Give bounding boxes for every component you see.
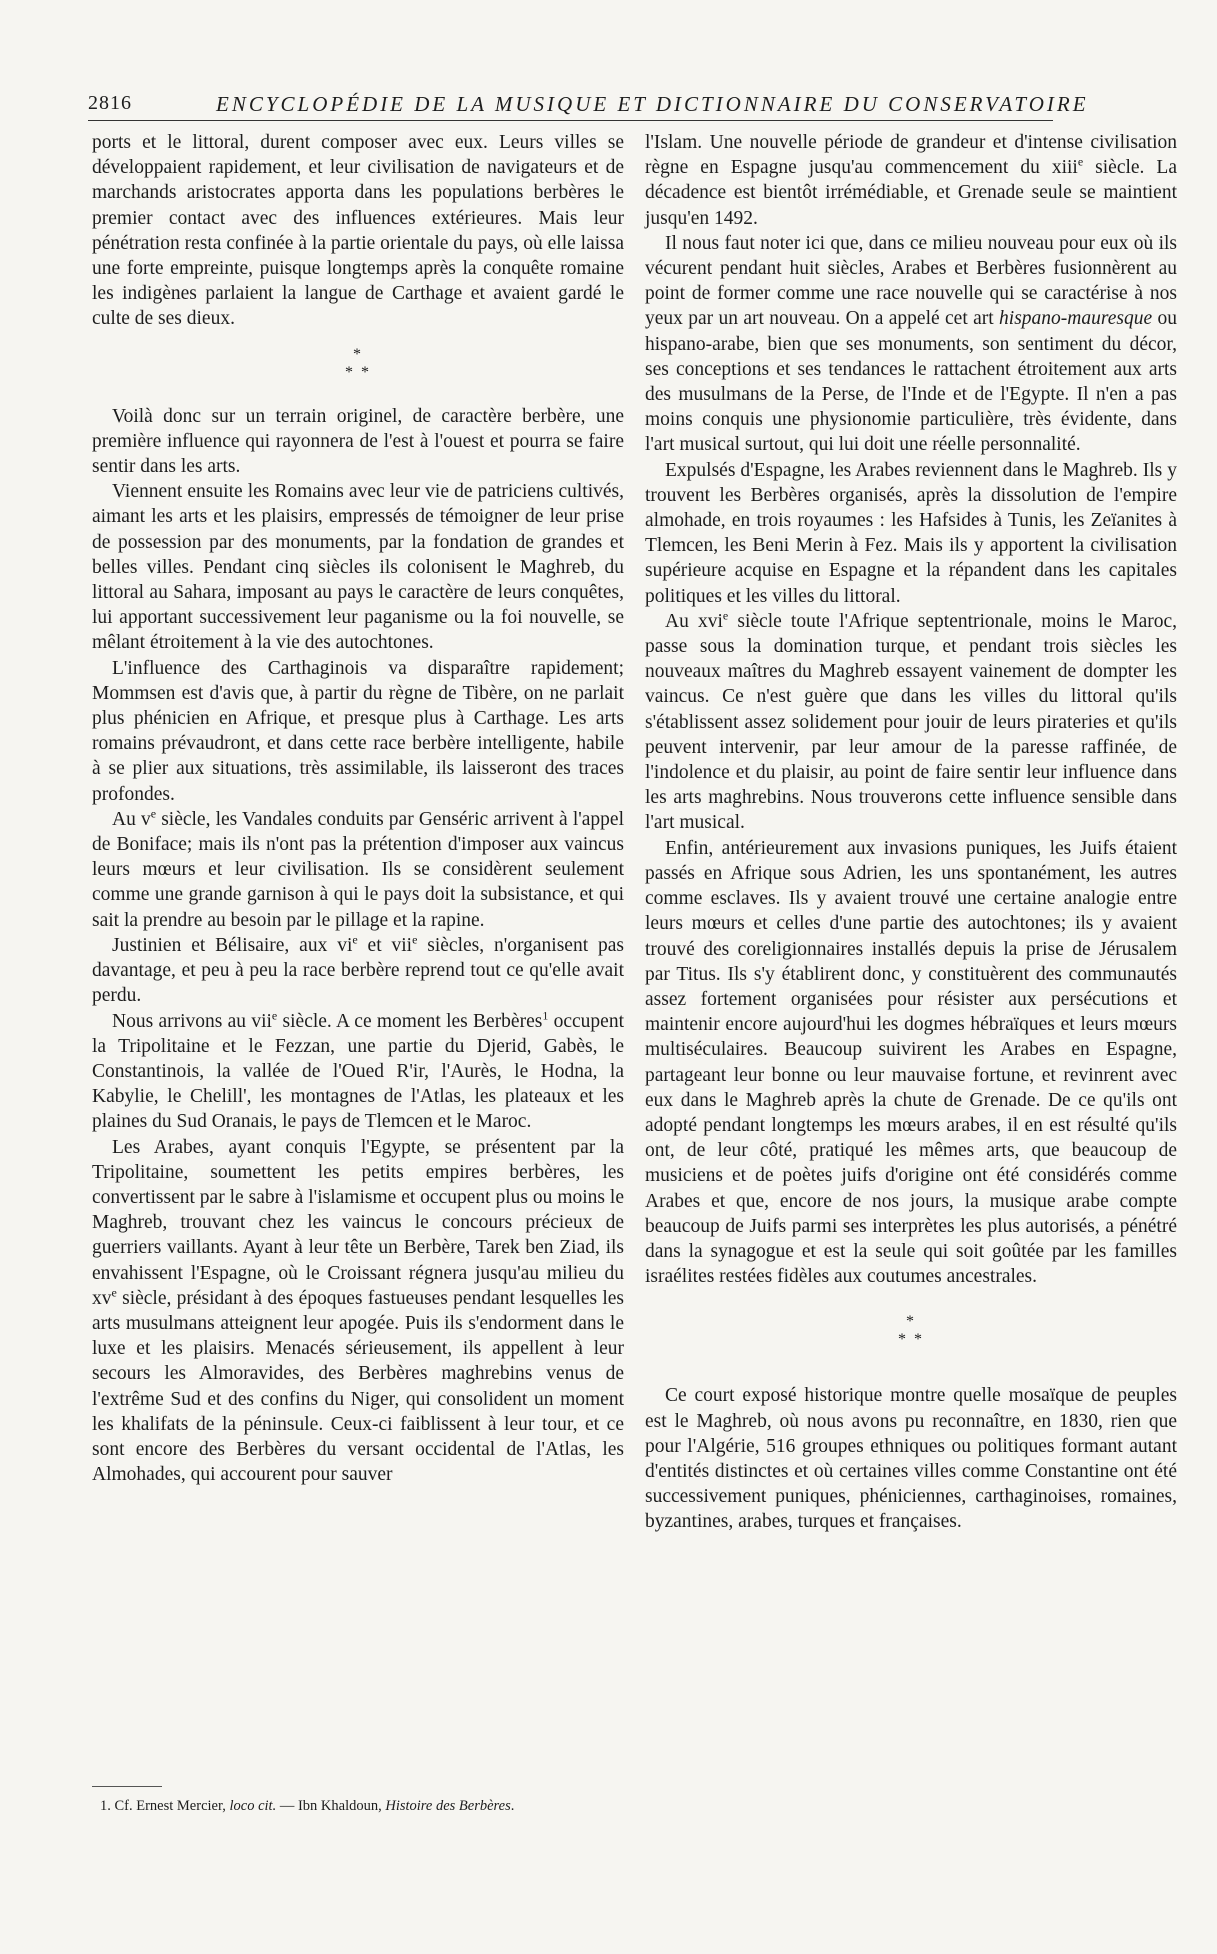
superscript: e bbox=[352, 932, 358, 947]
text-run: Les Arabes, ayant conquis l'Egypte, se présentent par la Tripolitaine, soumettent les petits empires berbères, les convertissent par le sabre à l'islamisme et occupent plus ou moins le Maghreb, trouvant chez les vaincus le concours précieux de guerriers vaillants. Ayant à leur tête un Berbère, Tarek ben Ziad, ils envahissent l'Espagne, où le Croissant régnera jusqu'au milieu du xv bbox=[92, 1136, 624, 1309]
divider-star-bottom: * * bbox=[345, 363, 371, 381]
text-run: et vii bbox=[357, 934, 413, 956]
text-run: Il nous faut noter ici que, dans ce milieu nouveau pour eux où ils vécurent pendant huit siècles, Arabes et Berbères fusionnèrent au point de former comme une race nouvelle qui se caractérise à nos yeux par un art nouveau. On a appelé cet art bbox=[645, 232, 1177, 330]
page-number: 2816 bbox=[88, 92, 132, 114]
paragraph: Viennent ensuite les Romains avec leur vie de patriciens cultivés, aimant les arts et les plaisirs, empressés de témoigner de leur prise de possession par des monuments, par la fondation de grandes et belles villes. Pendant cinq siècles ils colonisent le Maghreb, du littoral au Sahara, imposant au pays le caractère de leurs conquêtes, lui apportant successivement leur paganisme ou la foi nouvelle, se mêlant étroitement à la vie des autochtones. bbox=[92, 481, 624, 654]
footnote bbox=[92, 1796, 624, 1816]
paragraph bbox=[92, 933, 624, 1009]
superscript: e bbox=[1077, 154, 1084, 169]
text-run: . bbox=[510, 1798, 515, 1814]
paragraph bbox=[645, 609, 1177, 836]
paragraph: Ce court exposé historique montre quelle mosaïque de peuples est le Maghreb, où nous avons pu reconnaître, en 1830, rien que pour l'Algérie, 516 groupes ethniques ou politiques formant autant d'entités distinctes et où certaines villes comme Constantine ont été successivement puniques, phéniciennes, carthaginoises, romaines, byzantines, arabes, turques et françaises. bbox=[645, 1385, 1177, 1533]
paragraph: L'influence des Carthaginois va disparaître rapidement; Mommsen est d'avis que, à partir du règne de Tibère, on ne parlait plus phénicien en Afrique, et presque plus à Carthage. Les arts romains prévaudront, et dans cette race berbère intelligente, habile à se plier aux situations, très assimilable, ils laisseront des traces profondes. bbox=[92, 657, 624, 805]
text-run: siècle. La décadence est bientôt irrémédiable, et Grenade seule se maintient jusqu'en 1492. bbox=[645, 157, 1177, 229]
text-run: siècle, présidant à des époques fastueuses pendant lesquelles les arts musulmans atteignent leur apogée. Puis ils s'endorment dans le luxe et les plaisirs. Menacés sérieusement, ils appellent à leur secours les Almoravides, des Berbères maghrebins venus de l'extrême Sud et des confins du Niger, qui consolident un moment les khalifats de la péninsule. Ceux-ci faiblissent à leur tour, et ce sont encore des Berbères du versant occidental de l'Atlas, les Almohades, qui accourent pour sauver bbox=[92, 1287, 624, 1486]
text-run: siècle, les Vandales conduits par Genséric arrivent à l'appel de Boniface; mais ils n'ont pas la prétention d'imposer aux vaincus leurs mœurs et leur civilisation. Ils se considèrent seulement comme une grande garnison à qui le pays doit la subsistance, et qui sait la prendre au besoin par le pillage et la rapine. bbox=[92, 808, 625, 931]
text-run: — Ibn Khaldoun, bbox=[276, 1798, 386, 1814]
paragraph bbox=[645, 231, 1177, 458]
divider-star-bottom: * * bbox=[898, 1331, 924, 1349]
italic-term: hispano-mauresque bbox=[999, 308, 1153, 330]
section-divider bbox=[92, 346, 624, 382]
text-run: siècles, n'organisent pas davantage, et peu à peu la race berbère reprend tout ce qu'elle avait perdu. bbox=[92, 934, 624, 1007]
superscript: e bbox=[412, 932, 418, 947]
paragraph: Enfin, antérieurement aux invasions puniques, les Juifs étaient passés en Afrique sous Adrien, les uns spontanément, les autres comme esclaves. Ils y avaient trouvé une certaine analogie entre leurs mœurs et celles d'une partie des autochtones; ils y avaient trouvé des coreligionnaires installés depuis la prise de Jérusalem par Titus. Ils s'y établirent donc, y constituèrent des communautés assez fortement organisées pour résister aux persécutions et maintenir encore aujourd'hui les dogmes hébraïques et leurs mœurs multiséculaires. Beaucoup suivirent les Arabes en Espagne, partageant leur bonne ou leur mauvaise fortune, et revinrent avec eux dans le Maghreb après la chute de Grenade. De ce qu'ils ont adopté pendant longtemps les mœurs arabes, il en est résulté qu'ils ont, de leur côté, pratiqué les mêmes arts, que beaucoup de musiciens et de poètes juifs d'origine ont été considérés comme Arabes et que, encore de nos jours, la musique arabe compte beaucoup de Juifs parmi ses interprètes les plus autorisés, a pénétré dans la synagogue et est la seule qui soit goûtée par les familles israélites restées fidèles aux coutumes ancestrales. bbox=[645, 837, 1177, 1288]
text-run: l'Islam. Une nouvelle période de grandeur et d'intense civilisation règne en Espagne jusqu'au commencement du xiii bbox=[645, 132, 1177, 179]
right-column bbox=[645, 130, 1177, 1535]
text-run: Justinien et Bélisaire, aux vi bbox=[112, 934, 353, 956]
section-divider bbox=[645, 1313, 1177, 1349]
superscript: e bbox=[111, 1285, 117, 1300]
text-run: 1. Cf. Ernest Mercier, bbox=[100, 1798, 230, 1814]
text-run: Au xvi bbox=[665, 610, 723, 632]
paragraph bbox=[92, 1009, 624, 1135]
footnote-text bbox=[92, 1796, 624, 1816]
superscript: e bbox=[722, 608, 729, 623]
paragraph: ports et le littoral, durent composer avec eux. Leurs villes se développaient rapidement, et leur civilisation de navigateurs et de marchands aristocrates apporta dans les populations berbères le premier contact avec des influences extérieures. Mais leur pénétration resta confinée à la partie orientale du pays, où elle laissa une forte empreinte, puisque longtemps après la conquête romaine les indigènes parlaient la langue de Carthage et avaient gardé le culte de ses dieux. bbox=[92, 132, 624, 330]
paragraph bbox=[92, 1135, 624, 1488]
text-run: occupent la Tripolitaine et le Fezzan, une partie du Djerid, Gabès, le Constantinois, la vallée de l'Oued R'ir, l'Aurès, le Hodna, la Kabylie, le Chelill', les montagnes de l'Atlas, les plateaux et les plaines du Sud Oranais, le pays de Tlemcen et le Maroc. bbox=[92, 1010, 624, 1133]
running-title: ENCYCLOPÉDIE DE LA MUSIQUE ET DICTIONNAIRE DU CONSERVATOIRE bbox=[216, 92, 1089, 116]
left-column bbox=[92, 130, 624, 1487]
superscript: e bbox=[150, 806, 157, 821]
paragraph: Expulsés d'Espagne, les Arabes reviennent dans le Maghreb. Ils y trouvent les Berbères organisés, après la dissolution de l'empire almohade, en trois royaumes : les Hafsides à Tunis, les Zeïanites à Tlemcen, les Beni Merin à Fez. Mais ils y apportent la civilisation supérieure acquise en Espagne et la répandent dans les capitales politiques et les villes du littoral. bbox=[645, 459, 1177, 607]
text-run: siècle. A ce moment les Berbères bbox=[277, 1010, 543, 1032]
footnote-rule bbox=[92, 1786, 162, 1787]
paragraph bbox=[92, 807, 624, 933]
text-run: siècle toute l'Afrique septentrionale, moins le Maroc, passe sous la domination turque, et pendant trois siècles les nouveaux maîtres du Maghreb essayent vainement de dompter les vaincus. Ce n'est guère que dans les villes du littoral qu'ils s'établissent assez solidement pour jouir de leurs pirateries et qu'ils peuvent intervenir, par leur amour de la paresse raffinée, de l'indolence et du plaisir, au point de faire sentir leur influence dans les arts maghrebins. Nous trouverons cette influence sensible dans l'art musical. bbox=[645, 610, 1178, 834]
footnote-ref[interactable]: 1 bbox=[542, 1008, 549, 1022]
italic-term: loco cit. bbox=[229, 1798, 277, 1814]
paragraph: Voilà donc sur un terrain originel, de caractère berbère, une première influence qui rayonnera de l'est à l'ouest et pourra se faire sentir dans les arts. bbox=[92, 405, 624, 478]
text-run: Au v bbox=[112, 808, 151, 830]
divider-star-top: * bbox=[906, 1313, 916, 1331]
text-run: Nous arrivons au vii bbox=[112, 1010, 272, 1032]
text-run: ou hispano-arabe, bien que ses monuments, son sentiment du décor, ses conceptions et ses tendances le rattachent étroitement aux arts des musulmans de la Perse, de l'Inde et de l'Egypte. Il n'en a pas moins conquis une physionomie particulière, très évidente, dans l'art musical surtout, qui lui doit une réelle personnalité. bbox=[645, 308, 1177, 456]
paragraph bbox=[645, 130, 1177, 231]
superscript: e bbox=[271, 1008, 278, 1022]
italic-term: Histoire des Berbères bbox=[385, 1798, 511, 1814]
page-header bbox=[88, 90, 1089, 121]
divider-star-top: * bbox=[353, 345, 363, 363]
